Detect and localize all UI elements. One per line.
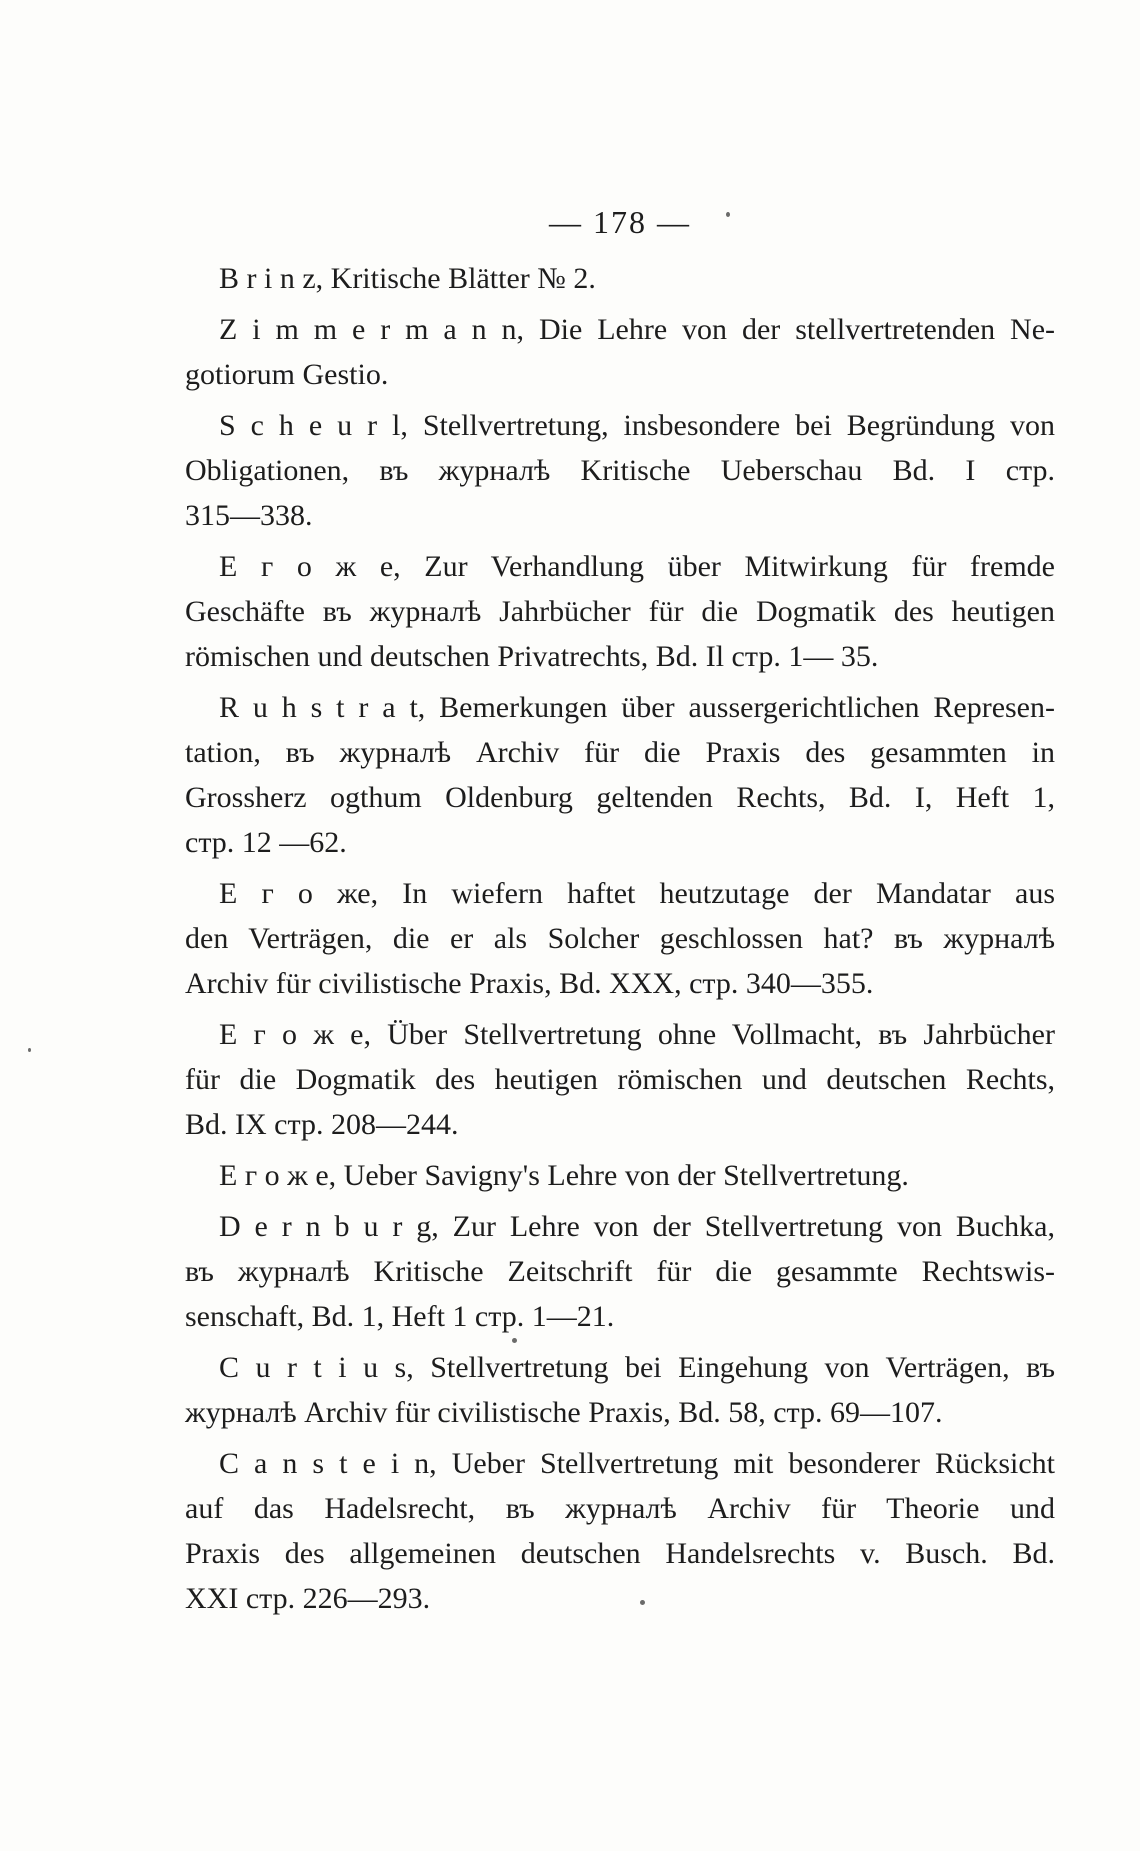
text-line: журналѣ Archiv für civilistische Praxis, Bd. 58, стр. 69—107.	[185, 1396, 943, 1429]
scan-speck	[28, 1048, 31, 1052]
text-line: стр. 12 —62.	[185, 826, 347, 859]
text-line: R u h s t r a t, Bemerkungen über aussergerichtlichen Represen-	[219, 691, 1055, 724]
paragraph	[185, 1153, 1055, 1198]
text-line: Е г о ж е, Über Stellvertretung ohne Vollmacht, въ Jahrbücher	[219, 1018, 1055, 1051]
paragraph	[185, 1345, 1055, 1435]
text-line: Е г о ж е, Ueber Savigny's Lehre von der Stellvertretung.	[219, 1159, 909, 1192]
paragraph	[185, 1012, 1055, 1147]
text-line: Bd. IX стр. 208—244.	[185, 1108, 459, 1141]
text-line: 315—338.	[185, 499, 313, 532]
text-line: S c h e u r l, Stellvertretung, insbesondere bei Begründung von	[219, 409, 1055, 442]
text-line: für die Dogmatik des heutigen römischen und deutschen Rechts,	[185, 1063, 1055, 1096]
page-number: — 178 —	[549, 204, 691, 240]
text-line: tation, въ журналѣ Archiv für die Praxis des gesammten in	[185, 736, 1055, 769]
text-line: den Verträgen, die er als Solcher geschlossen hat? въ журналѣ	[185, 922, 1055, 955]
paragraph	[185, 307, 1055, 397]
text-line: C u r t i u s, Stellvertretung bei Eingehung von Verträgen, въ	[219, 1351, 1055, 1384]
text-line: B r i n z, Kritische Blätter № 2.	[219, 262, 596, 295]
text-line: Geschäfte въ журналѣ Jahrbücher für die Dogmatik des heutigen	[185, 595, 1055, 628]
paragraph	[185, 1204, 1055, 1339]
text-line: senschaft, Bd. 1, Heft 1 стр. 1—21.	[185, 1300, 615, 1333]
paragraph	[185, 685, 1055, 865]
text-line: römischen und deutschen Privatrechts, Bd. Il стр. 1— 35.	[185, 640, 879, 673]
text-line: XXI стр. 226—293.	[185, 1582, 431, 1615]
text-line: Praxis des allgemeinen deutschen Handelsrechts v. Busch. Bd.	[185, 1537, 1055, 1570]
paragraph	[185, 544, 1055, 679]
text-line: Grossherz ogthum Oldenburg geltenden Rechts, Bd. I, Heft 1,	[185, 781, 1055, 814]
scan-speck	[512, 1338, 517, 1343]
text-line: Z i m m e r m a n n, Die Lehre von der stellvertretenden Ne-	[219, 313, 1055, 346]
text-line: Е г о ж е, Zur Verhandlung über Mitwirkung für fremde	[219, 550, 1055, 583]
paragraph	[185, 1441, 1055, 1621]
paragraph	[185, 256, 1055, 301]
text-line: въ журналѣ Kritische Zeitschrift für die gesammte Rechtswis-	[185, 1255, 1055, 1288]
text-line: gotiorum Gestio.	[185, 358, 389, 391]
paragraph	[185, 403, 1055, 538]
text-line: auf das Hadelsrecht, въ журналѣ Archiv für Theorie und	[185, 1492, 1055, 1525]
bibliography-text	[185, 256, 1055, 1621]
text-line: Obligationen, въ журналѣ Kritische Ueberschau Bd. I стр.	[185, 454, 1055, 487]
scan-speck	[640, 1600, 645, 1605]
text-line: D e r n b u r g, Zur Lehre von der Stellvertretung von Buchka,	[219, 1210, 1055, 1243]
paragraph	[185, 871, 1055, 1006]
scan-speck	[726, 212, 730, 217]
text-line: Е г о же, In wiefern haftet heutzutage der Mandatar aus	[219, 877, 1055, 910]
text-line: C a n s t e i n, Ueber Stellvertretung mit besonderer Rücksicht	[219, 1447, 1055, 1480]
text-line: Archiv für civilistische Praxis, Bd. XXX, стр. 340—355.	[185, 967, 874, 1000]
